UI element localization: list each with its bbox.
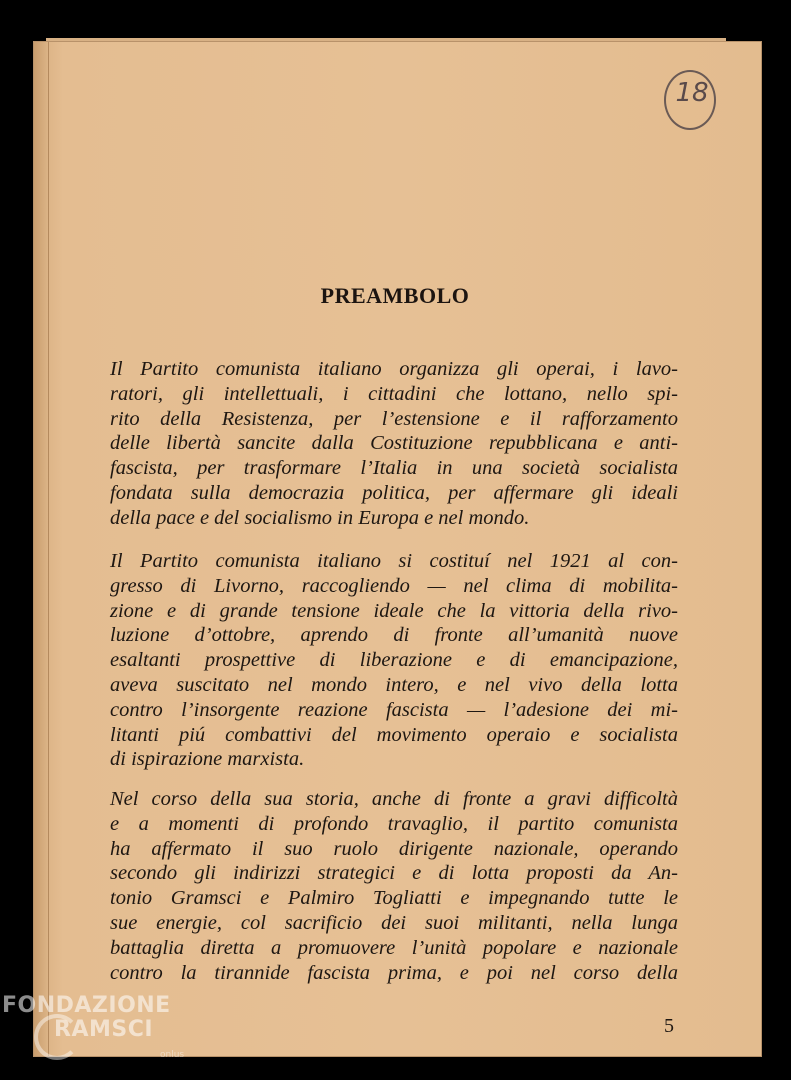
- paragraph-line: Nel corso della sua storia, anche di fronte a gravi difficoltà: [110, 788, 678, 810]
- paragraph-line: zione e di grande tensione ideale che la vittoria della rivo-: [110, 599, 678, 622]
- paragraph-line: litanti piú combattivi del movimento operaio e socialista: [110, 723, 678, 746]
- paragraph-line: sue energie, col sacrificio dei suoi militanti, nella lunga: [110, 911, 678, 934]
- paragraph-3: [110, 787, 678, 985]
- handwritten-page-marker: 18: [675, 78, 709, 108]
- paragraph-line: fondata sulla democrazia politica, per affermare gli ideali: [110, 481, 678, 504]
- paragraph-line: ha affermato il suo ruolo dirigente nazionale, operando: [110, 837, 678, 860]
- page-spine: [34, 42, 49, 1056]
- page-number: 5: [664, 1015, 674, 1037]
- paragraph-line: delle libertà sancite dalla Costituzione repubblicana e anti-: [110, 432, 678, 455]
- paragraph-line: rito della Resistenza, per l’estensione e il rafforzamento: [110, 407, 678, 430]
- paragraph-2: [110, 549, 678, 772]
- paragraph-line: fascista, per trasformare l’Italia in una società socialista: [110, 457, 678, 480]
- page-title: PREAMBOLO: [320, 283, 470, 308]
- paragraph-line: tonio Gramsci e Palmiro Togliatti e impegnando tutte le: [110, 887, 678, 910]
- paragraph-line: secondo gli indirizzi strategici e di lotta proposti da An-: [110, 862, 678, 885]
- watermark: [2, 994, 202, 1042]
- paragraph-line: contro l’insorgente reazione fascista — l’adesione dei mi-: [110, 698, 678, 721]
- watermark-line-1: FONDAZIONE: [2, 993, 171, 1018]
- paragraph-line: contro la tirannide fascista prima, e poi nel corso della: [110, 961, 678, 984]
- paragraph-line: battaglia diretta a promuovere l’unità popolare e nazionale: [110, 936, 678, 959]
- watermark-line-2: RAMSCI: [54, 1017, 154, 1042]
- paragraph-line: ratori, gli intellettuali, i cittadini che lottano, nello spi-: [110, 382, 678, 405]
- paragraph-line: e a momenti di profondo travaglio, il partito comunista: [110, 812, 678, 835]
- paragraph-line: gresso di Livorno, raccogliendo — nel clima di mobilita-: [110, 574, 678, 597]
- paragraph-line: Il Partito comunista italiano si costituí nel 1921 al con-: [110, 550, 678, 572]
- paragraph-line: Il Partito comunista italiano organizza gli operai, i lavo-: [110, 358, 678, 380]
- watermark-subtitle: onlus: [160, 1050, 185, 1060]
- paragraph-line: di ispirazione marxista.: [110, 748, 305, 771]
- paragraph-line: luzione d’ottobre, aprendo di fronte all’umanità nuove: [110, 624, 678, 647]
- paragraph-line: della pace e del socialismo in Europa e nel mondo.: [110, 506, 530, 529]
- paragraph-1: [110, 357, 678, 531]
- paragraph-line: esaltanti prospettive di liberazione e di emancipazione,: [110, 649, 678, 672]
- paragraph-line: aveva suscitato nel mondo intero, e nel vivo della lotta: [110, 673, 678, 696]
